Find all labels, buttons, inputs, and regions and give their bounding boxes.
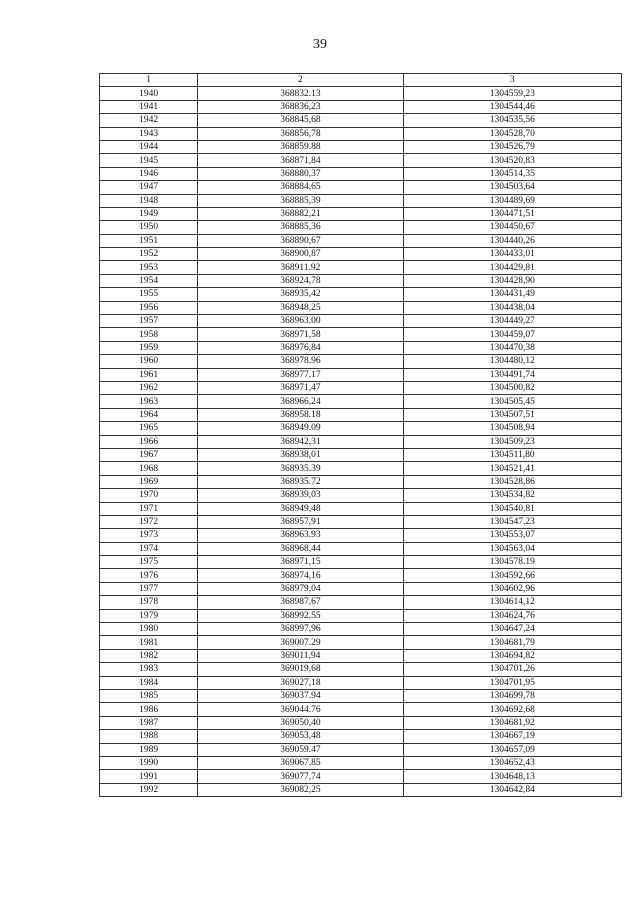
x-coordinate-cell: 368987,67 <box>198 596 403 609</box>
table-row <box>100 448 622 461</box>
x-coordinate-cell: 368880,37 <box>198 167 403 180</box>
y-coordinate-cell: 1304563,04 <box>403 542 621 555</box>
x-coordinate-cell: 368884,65 <box>198 181 403 194</box>
table-row <box>100 288 622 301</box>
column-header-2: 2 <box>198 74 403 87</box>
table-row <box>100 127 622 140</box>
y-coordinate-cell: 1304602,96 <box>403 582 621 595</box>
table-row <box>100 140 622 153</box>
y-coordinate-cell: 1304471,51 <box>403 207 621 220</box>
y-coordinate-cell: 1304438,04 <box>403 301 621 314</box>
x-coordinate-cell: 368963.93 <box>198 529 403 542</box>
point-number-cell: 1978 <box>100 596 198 609</box>
point-number-cell: 1957 <box>100 315 198 328</box>
y-coordinate-cell: 1304470,38 <box>403 341 621 354</box>
point-number-cell: 1942 <box>100 114 198 127</box>
point-number-cell: 1961 <box>100 368 198 381</box>
y-coordinate-cell: 1304681,92 <box>403 716 621 729</box>
point-number-cell: 1953 <box>100 261 198 274</box>
y-coordinate-cell: 1304507,51 <box>403 408 621 421</box>
x-coordinate-cell: 369007.29 <box>198 636 403 649</box>
y-coordinate-cell: 1304694,82 <box>403 649 621 662</box>
point-number-cell: 1983 <box>100 663 198 676</box>
point-number-cell: 1958 <box>100 328 198 341</box>
x-coordinate-cell: 368911.92 <box>198 261 403 274</box>
point-number-cell: 1951 <box>100 234 198 247</box>
y-coordinate-cell: 1304624,76 <box>403 609 621 622</box>
table-row <box>100 167 622 180</box>
x-coordinate-cell: 369037.94 <box>198 689 403 702</box>
y-coordinate-cell: 1304450,67 <box>403 221 621 234</box>
y-coordinate-cell: 1304528,70 <box>403 127 621 140</box>
x-coordinate-cell: 369050,40 <box>198 716 403 729</box>
x-coordinate-cell: 368885,36 <box>198 221 403 234</box>
x-coordinate-cell: 368900,87 <box>198 248 403 261</box>
point-number-cell: 1984 <box>100 676 198 689</box>
table-row <box>100 703 622 716</box>
table-row <box>100 556 622 569</box>
table-row <box>100 315 622 328</box>
point-number-cell: 1990 <box>100 756 198 769</box>
x-coordinate-cell: 369027,18 <box>198 676 403 689</box>
x-coordinate-cell: 368992,55 <box>198 609 403 622</box>
x-coordinate-cell: 368979,04 <box>198 582 403 595</box>
y-coordinate-cell: 1304648,13 <box>403 770 621 783</box>
table-row <box>100 730 622 743</box>
point-number-cell: 1980 <box>100 623 198 636</box>
table-row <box>100 114 622 127</box>
table-row <box>100 502 622 515</box>
table-row <box>100 582 622 595</box>
table-row <box>100 542 622 555</box>
x-coordinate-cell: 368942,31 <box>198 435 403 448</box>
x-coordinate-cell: 368935,42 <box>198 288 403 301</box>
point-number-cell: 1949 <box>100 207 198 220</box>
x-coordinate-cell: 368948,25 <box>198 301 403 314</box>
table-row <box>100 529 622 542</box>
point-number-cell: 1948 <box>100 194 198 207</box>
x-coordinate-cell: 368856,78 <box>198 127 403 140</box>
point-number-cell: 1975 <box>100 556 198 569</box>
table-row <box>100 234 622 247</box>
point-number-cell: 1969 <box>100 475 198 488</box>
table-row <box>100 395 622 408</box>
y-coordinate-cell: 1304505,45 <box>403 395 621 408</box>
x-coordinate-cell: 368938,01 <box>198 448 403 461</box>
y-coordinate-cell: 1304647,24 <box>403 623 621 636</box>
y-coordinate-cell: 1304578.19 <box>403 556 621 569</box>
table-row <box>100 422 622 435</box>
point-number-cell: 1985 <box>100 689 198 702</box>
point-number-cell: 1976 <box>100 569 198 582</box>
table-row <box>100 368 622 381</box>
x-coordinate-cell: 368949,48 <box>198 502 403 515</box>
point-number-cell: 1988 <box>100 730 198 743</box>
table-row <box>100 328 622 341</box>
y-coordinate-cell: 1304535,56 <box>403 114 621 127</box>
table-row <box>100 475 622 488</box>
table-row <box>100 743 622 756</box>
x-coordinate-cell: 368977.17 <box>198 368 403 381</box>
x-coordinate-cell: 368963.00 <box>198 315 403 328</box>
table-row <box>100 301 622 314</box>
table-row <box>100 676 622 689</box>
point-number-cell: 1955 <box>100 288 198 301</box>
x-coordinate-cell: 368939,03 <box>198 489 403 502</box>
x-coordinate-cell: 368978.96 <box>198 355 403 368</box>
y-coordinate-cell: 1304553,07 <box>403 529 621 542</box>
table-row <box>100 462 622 475</box>
table-row <box>100 596 622 609</box>
y-coordinate-cell: 1304681,79 <box>403 636 621 649</box>
point-number-cell: 1940 <box>100 87 198 100</box>
y-coordinate-cell: 1304459,07 <box>403 328 621 341</box>
y-coordinate-cell: 1304701,26 <box>403 663 621 676</box>
x-coordinate-cell: 368968,44 <box>198 542 403 555</box>
x-coordinate-cell: 369067.85 <box>198 756 403 769</box>
y-coordinate-cell: 1304508,94 <box>403 422 621 435</box>
y-coordinate-cell: 1304503,64 <box>403 181 621 194</box>
point-number-cell: 1981 <box>100 636 198 649</box>
y-coordinate-cell: 1304428,90 <box>403 274 621 287</box>
point-number-cell: 1967 <box>100 448 198 461</box>
table-row <box>100 663 622 676</box>
point-number-cell: 1943 <box>100 127 198 140</box>
x-coordinate-cell: 369019,68 <box>198 663 403 676</box>
x-coordinate-cell: 368935.39 <box>198 462 403 475</box>
table-row <box>100 274 622 287</box>
point-number-cell: 1989 <box>100 743 198 756</box>
x-coordinate-cell: 368971,15 <box>198 556 403 569</box>
x-coordinate-cell: 368890,67 <box>198 234 403 247</box>
x-coordinate-cell: 368971,58 <box>198 328 403 341</box>
table-row <box>100 181 622 194</box>
x-coordinate-cell: 369011,94 <box>198 649 403 662</box>
y-coordinate-cell: 1304509,23 <box>403 435 621 448</box>
table-row <box>100 623 622 636</box>
y-coordinate-cell: 1304657,09 <box>403 743 621 756</box>
x-coordinate-cell: 368935.72 <box>198 475 403 488</box>
x-coordinate-cell: 368885,39 <box>198 194 403 207</box>
point-number-cell: 1960 <box>100 355 198 368</box>
table-row <box>100 381 622 394</box>
table-row <box>100 87 622 100</box>
x-coordinate-cell: 368997,96 <box>198 623 403 636</box>
x-coordinate-cell: 368957,91 <box>198 515 403 528</box>
y-coordinate-cell: 1304511,80 <box>403 448 621 461</box>
y-coordinate-cell: 1304433,01 <box>403 248 621 261</box>
table-row <box>100 783 622 796</box>
x-coordinate-cell: 368924,78 <box>198 274 403 287</box>
point-number-cell: 1959 <box>100 341 198 354</box>
point-number-cell: 1944 <box>100 140 198 153</box>
y-coordinate-cell: 1304520,83 <box>403 154 621 167</box>
point-number-cell: 1962 <box>100 381 198 394</box>
y-coordinate-cell: 1304701,95 <box>403 676 621 689</box>
point-number-cell: 1972 <box>100 515 198 528</box>
point-number-cell: 1954 <box>100 274 198 287</box>
point-number-cell: 1966 <box>100 435 198 448</box>
point-number-cell: 1991 <box>100 770 198 783</box>
x-coordinate-cell: 368966,24 <box>198 395 403 408</box>
y-coordinate-cell: 1304500,82 <box>403 381 621 394</box>
y-coordinate-cell: 1304514,35 <box>403 167 621 180</box>
y-coordinate-cell: 1304692,68 <box>403 703 621 716</box>
x-coordinate-cell: 368859.88 <box>198 140 403 153</box>
point-number-cell: 1964 <box>100 408 198 421</box>
point-number-cell: 1945 <box>100 154 198 167</box>
x-coordinate-cell: 368958.18 <box>198 408 403 421</box>
x-coordinate-cell: 369053,48 <box>198 730 403 743</box>
x-coordinate-cell: 369082,25 <box>198 783 403 796</box>
x-coordinate-cell: 368976,84 <box>198 341 403 354</box>
x-coordinate-cell: 369059.47 <box>198 743 403 756</box>
point-number-cell: 1971 <box>100 502 198 515</box>
column-header-3: 3 <box>403 74 621 87</box>
table-row <box>100 489 622 502</box>
page-number: 39 <box>313 37 327 52</box>
point-number-cell: 1970 <box>100 489 198 502</box>
point-number-cell: 1941 <box>100 100 198 113</box>
table-row <box>100 261 622 274</box>
y-coordinate-cell: 1304449,27 <box>403 315 621 328</box>
table-row <box>100 435 622 448</box>
table-row <box>100 515 622 528</box>
y-coordinate-cell: 1304614,12 <box>403 596 621 609</box>
point-number-cell: 1987 <box>100 716 198 729</box>
table-row <box>100 649 622 662</box>
y-coordinate-cell: 1304440,26 <box>403 234 621 247</box>
point-number-cell: 1965 <box>100 422 198 435</box>
table-row <box>100 770 622 783</box>
y-coordinate-cell: 1304559,23 <box>403 87 621 100</box>
y-coordinate-cell: 1304534,82 <box>403 489 621 502</box>
x-coordinate-cell: 368971,47 <box>198 381 403 394</box>
table-row <box>100 689 622 702</box>
column-header-1: 1 <box>100 74 198 87</box>
x-coordinate-cell: 368974,16 <box>198 569 403 582</box>
table-row <box>100 194 622 207</box>
point-number-cell: 1946 <box>100 167 198 180</box>
point-number-cell: 1979 <box>100 609 198 622</box>
table-row <box>100 569 622 582</box>
x-coordinate-cell: 368832.13 <box>198 87 403 100</box>
y-coordinate-cell: 1304480,12 <box>403 355 621 368</box>
x-coordinate-cell: 368845,68 <box>198 114 403 127</box>
table-row <box>100 716 622 729</box>
table-header-row <box>100 74 622 87</box>
table-row <box>100 408 622 421</box>
y-coordinate-cell: 1304429,81 <box>403 261 621 274</box>
y-coordinate-cell: 1304667,19 <box>403 730 621 743</box>
y-coordinate-cell: 1304699,78 <box>403 689 621 702</box>
table-row <box>100 248 622 261</box>
point-number-cell: 1952 <box>100 248 198 261</box>
y-coordinate-cell: 1304642,84 <box>403 783 621 796</box>
x-coordinate-cell: 368882,21 <box>198 207 403 220</box>
point-number-cell: 1977 <box>100 582 198 595</box>
y-coordinate-cell: 1304547,23 <box>403 515 621 528</box>
point-number-cell: 1947 <box>100 181 198 194</box>
y-coordinate-cell: 1304489,69 <box>403 194 621 207</box>
x-coordinate-cell: 368949.09 <box>198 422 403 435</box>
y-coordinate-cell: 1304652,43 <box>403 756 621 769</box>
y-coordinate-cell: 1304528,86 <box>403 475 621 488</box>
y-coordinate-cell: 1304540,81 <box>403 502 621 515</box>
point-number-cell: 1963 <box>100 395 198 408</box>
x-coordinate-cell: 368836,23 <box>198 100 403 113</box>
y-coordinate-cell: 1304491,74 <box>403 368 621 381</box>
point-number-cell: 1986 <box>100 703 198 716</box>
table-row <box>100 341 622 354</box>
point-number-cell: 1968 <box>100 462 198 475</box>
x-coordinate-cell: 368871,84 <box>198 154 403 167</box>
point-number-cell: 1956 <box>100 301 198 314</box>
table-row <box>100 636 622 649</box>
y-coordinate-cell: 1304526,79 <box>403 140 621 153</box>
y-coordinate-cell: 1304521,41 <box>403 462 621 475</box>
y-coordinate-cell: 1304431,49 <box>403 288 621 301</box>
point-number-cell: 1982 <box>100 649 198 662</box>
y-coordinate-cell: 1304544,46 <box>403 100 621 113</box>
point-number-cell: 1974 <box>100 542 198 555</box>
table-row <box>100 221 622 234</box>
table-row <box>100 355 622 368</box>
table-row <box>100 154 622 167</box>
coordinates-table <box>99 73 622 797</box>
x-coordinate-cell: 369044.76 <box>198 703 403 716</box>
table-row <box>100 100 622 113</box>
table-row <box>100 609 622 622</box>
point-number-cell: 1973 <box>100 529 198 542</box>
y-coordinate-cell: 1304592,66 <box>403 569 621 582</box>
point-number-cell: 1992 <box>100 783 198 796</box>
table-row <box>100 207 622 220</box>
point-number-cell: 1950 <box>100 221 198 234</box>
table-row <box>100 756 622 769</box>
table-body <box>100 87 622 797</box>
x-coordinate-cell: 369077,74 <box>198 770 403 783</box>
